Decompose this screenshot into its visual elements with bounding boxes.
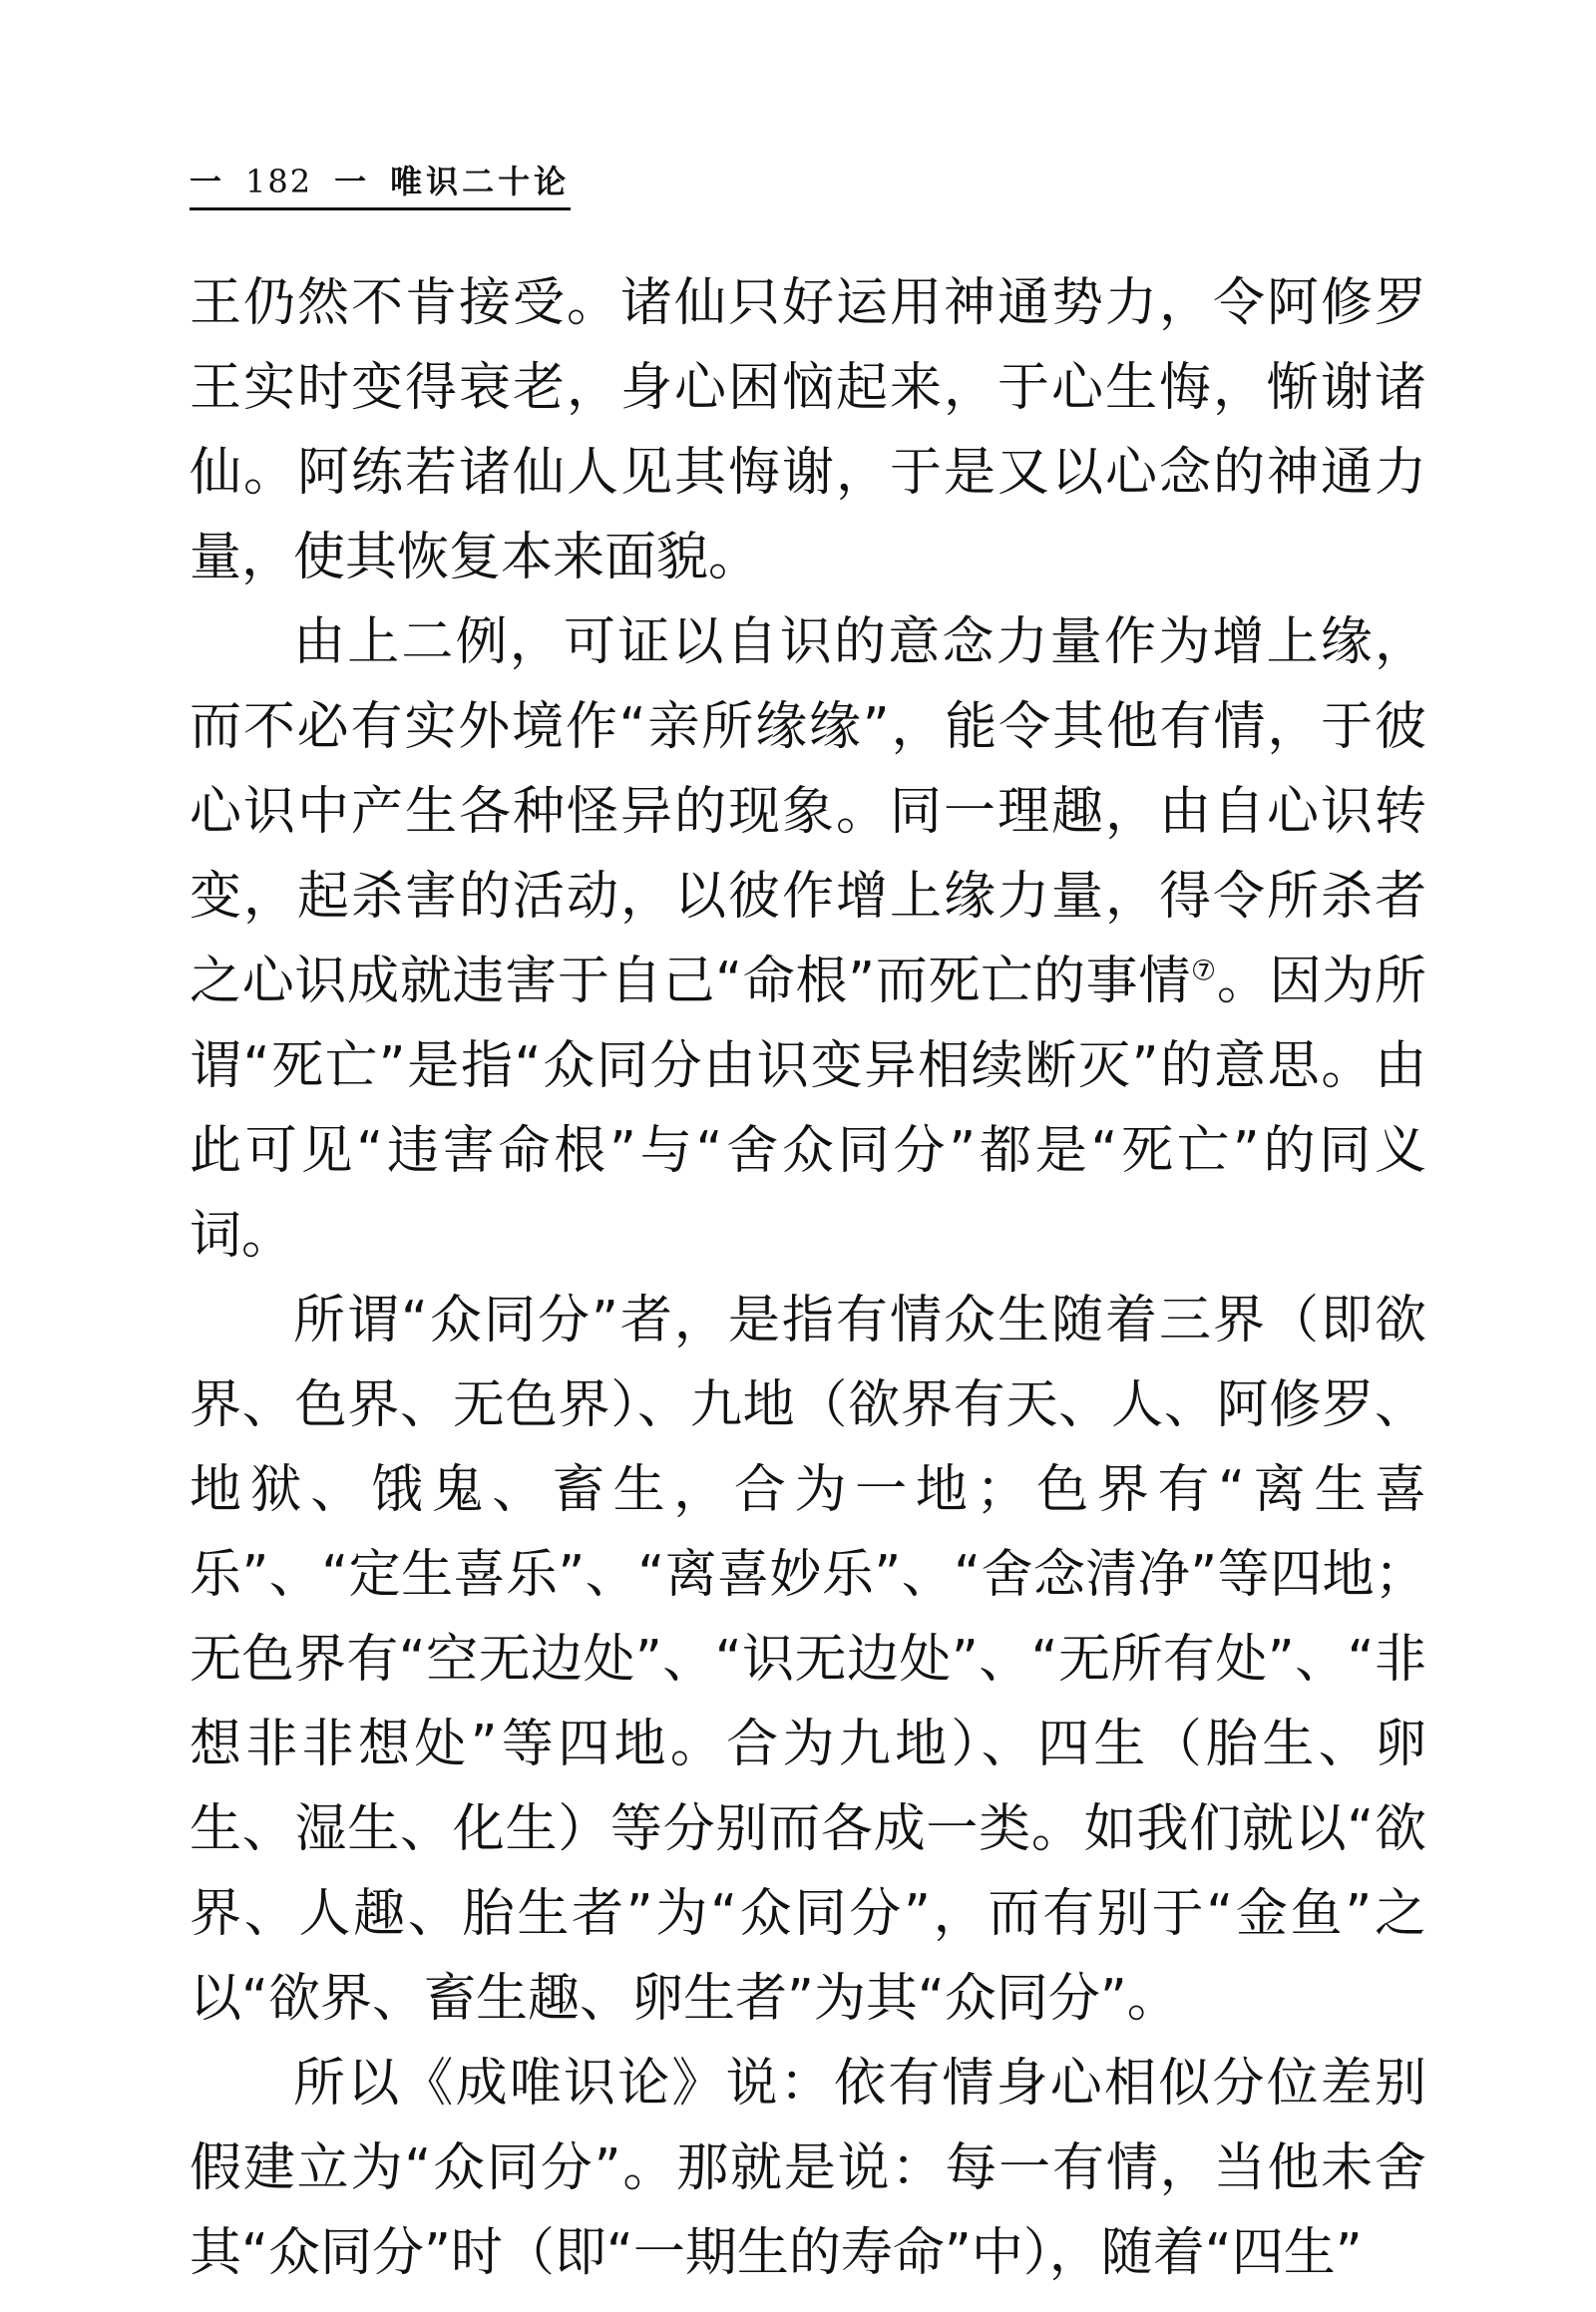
footnote-marker: ⑦ xyxy=(1191,954,1217,987)
paragraph-2-part-b: 。因为所谓“死亡”是指“众同分由识变异相续断灭”的意思。由此可见“违害命根”与“舍众同分”都是“死亡”的同义词。 xyxy=(190,952,1426,1266)
header-dash-left: 一 xyxy=(190,163,224,200)
paragraph-3: 所谓“众同分”者，是指有情众生随着三界（即欲界、色界、无色界）、九地（欲界有天、人、阿修罗、地狱、饿鬼、畜生，合为一地；色界有“离生喜乐”、“定生喜乐”、“离喜妙乐”、“舍念清净”等四地；无色界有“空无边处”、“识无边处”、“无所有处”、“非想非非想处”等四地。合为九地）、四生（胎生、卵生、湿生、化生）等分别而各成一类。如我们就以“欲界、人趣、胎生者”为“众同分”，而有别于“金鱼”之以“欲界、畜生趣、卵生者”为其“众同分”。 xyxy=(190,1291,1426,2029)
paragraph-2-part-a: 由上二例，可证以自识的意念力量作为增上缘，而不必有实外境作“亲所缘缘”，能令其他有情，于彼心识中产生各种怪异的现象。同一理趣，由自心识转变，起杀害的活动，以彼作增上缘力量，得令所杀者之心识成就违害于自己“命根”而死亡的事情 xyxy=(190,612,1426,1011)
paragraph-4: 所以《成唯识论》说：依有情身心相似分位差别假建立为“众同分”。那就是说：每一有情，当他未舍其“众同分”时（即“一期生的寿命”中），随着“四生” xyxy=(190,2054,1426,2283)
running-head xyxy=(190,162,570,201)
page-number: 182 xyxy=(245,163,313,200)
header-rule xyxy=(190,207,571,210)
book-title: 唯识二十论 xyxy=(390,163,571,200)
body-text xyxy=(190,261,1426,2296)
paragraph-2 xyxy=(190,600,1426,1279)
paragraph-1: 王仍然不肯接受。诸仙只好运用神通势力，令阿修罗王实时变得衰老，身心困恼起来，于心生悔，惭谢诸仙。阿练若诸仙人见其悔谢，于是又以心念的神通力量，使其恢复本来面貌。 xyxy=(190,273,1426,587)
header-dash-right: 一 xyxy=(334,163,369,200)
